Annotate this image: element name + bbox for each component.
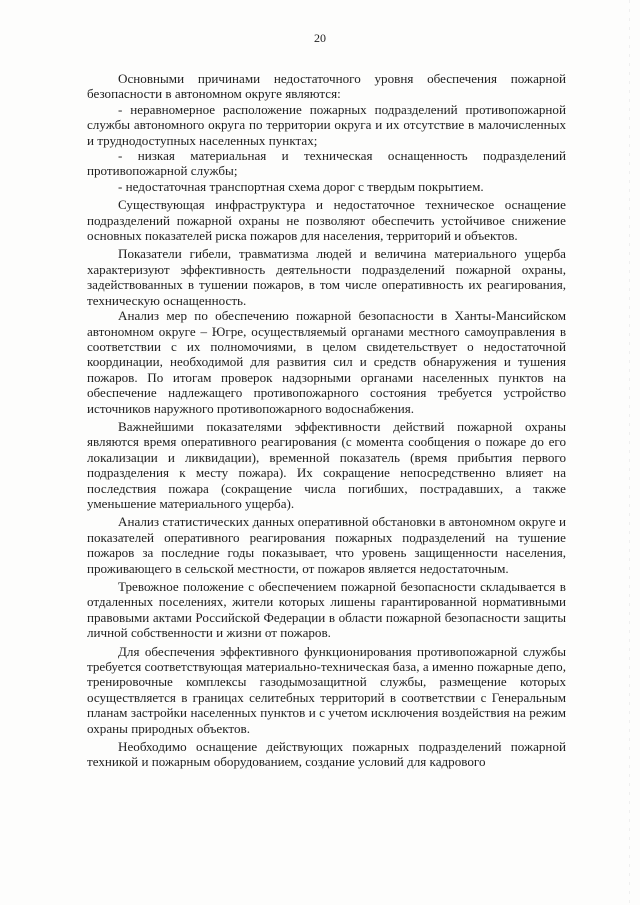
paragraph-equipment-needed: Необходимо оснащение действующих пожарных подразделений пожарной техникой и пожарным оборудованием, создание условий для кадрового xyxy=(87,739,566,770)
document-body xyxy=(87,71,566,770)
paragraph-infrastructure: Существующая инфраструктура и недостаточное техническое оснащение подразделений пожарной охраны не позволяют обеспечить устойчивое снижение основных показателей риска пожаров для населения, территорий и объектов. xyxy=(87,197,566,244)
paragraph-cause-low-equipment: - низкая материальная и техническая оснащенность подразделений противопожарной службы; xyxy=(87,148,566,179)
paragraph-cause-uneven-placement: - неравномерное расположение пожарных подразделений противопожарной службы автономного округа по территории округа и их отсутствие в малочисленных и труднодоступных населенных пунктах; xyxy=(87,101,566,148)
paragraph-material-base: Для обеспечения эффективного функционирования противопожарной службы требуется соответствующая материально-техническая база, а именно пожарные депо, тренировочные комплексы газодымозащитной службы, размещение которых осуществляется в границах селитебных территорий в соответствии с Генеральным планам застройки населенных пунктов и с учетом исключения воздействия на режим охраны природных объектов. xyxy=(87,643,566,736)
page-number: 20 xyxy=(314,31,326,45)
paragraph-indicators: Показатели гибели, травматизма людей и величина материального ущерба характеризуют эффективность деятельности подразделений пожарной охраны, задействованных в тушении пожаров, в том числе оперативность их реагирования, техническую оснащенность. xyxy=(87,246,566,308)
paragraph-remote-settlements: Тревожное положение с обеспечением пожарной безопасности складывается в отдаленных поселениях, жители которых лишены гарантированной нормативными правовыми актами Российской Федерации в области пожарной безопасности защиты личной собственности и жизни от пожаров. xyxy=(87,579,566,641)
paragraph-analysis-measures: Анализ мер по обеспечению пожарной безопасности в Ханты-Мансийском автономном округе – Югре, осуществляемый органами местного самоуправления в соответствии с их полномочиями, в целом свидетельствует о недостаточной координации, необходимой для развития сил и средств обнаружения и тушения пожаров. По итогам проверок надзорными органами населенных пунктов на обеспечение надлежащего противопожарного состояния требуется устройство источников наружного противопожарного водоснабжения. xyxy=(87,308,566,416)
scan-edge-artifact xyxy=(629,0,630,905)
paragraph-cause-roads: - недостаточная транспортная схема дорог с твердым покрытием. xyxy=(118,178,484,194)
paragraph-response-time: Важнейшими показателями эффективности действий пожарной охраны являются время оперативного реагирования (с момента сообщения о пожаре до его локализации и ликвидации), временной показатель (время прибытия первого подразделения к месту пожара). Их сокращение непосредственно влияет на последствия пожара (сокращение числа погибших, пострадавших, а также уменьшение материального ущерба). xyxy=(87,418,566,511)
paragraph-causes-intro: Основными причинами недостаточного уровня обеспечения пожарной безопасности в автономном округе являются: xyxy=(87,71,566,102)
paragraph-statistics: Анализ статистических данных оперативной обстановки в автономном округе и показателей оперативного реагирования пожарных подразделений на тушение пожаров за последние годы показывает, что уровень защищенности населения, проживающего в сельской местности, от пожаров является недостаточным. xyxy=(87,514,566,576)
